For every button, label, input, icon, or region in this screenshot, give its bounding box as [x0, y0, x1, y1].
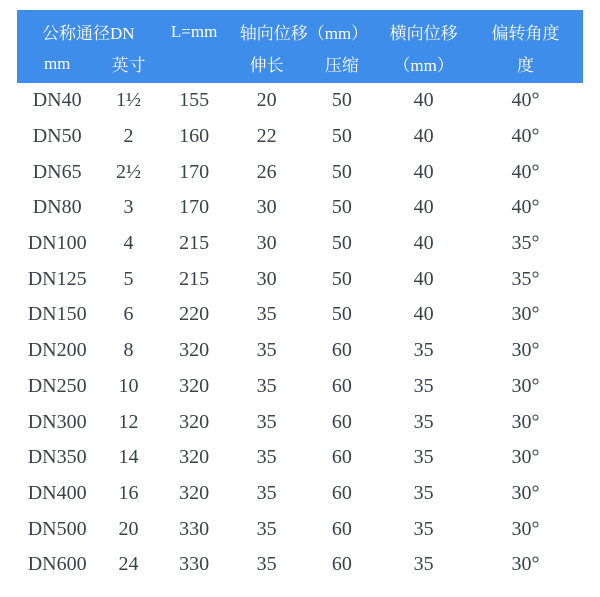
table-cell: 30° [511, 374, 540, 397]
table-cell: 160 [179, 125, 210, 148]
table-cell: 35 [256, 339, 277, 362]
table-body [17, 83, 583, 583]
table-cell: 35 [413, 553, 434, 576]
table-cell: 30° [511, 446, 540, 469]
table-row [17, 369, 583, 405]
table-cell: 40° [511, 196, 540, 219]
table-cell: DN300 [27, 410, 87, 433]
table-cell: 40° [511, 125, 540, 148]
table-cell: 4 [123, 232, 134, 255]
table-row [17, 297, 583, 333]
table-cell: 24 [118, 553, 139, 576]
table-cell: 22 [256, 125, 277, 148]
table-cell: DN100 [27, 232, 87, 255]
table-cell: 16 [118, 481, 139, 504]
table-cell: DN400 [27, 481, 87, 504]
header-extension: 伸长 [249, 56, 284, 75]
table-cell: 35 [256, 481, 277, 504]
table-cell: 40 [413, 125, 434, 148]
table-cell: 40 [413, 303, 434, 326]
table-row [17, 226, 583, 262]
header-unit-mm: mm [43, 53, 71, 73]
table-cell: 10 [118, 374, 139, 397]
table-cell: 60 [331, 517, 352, 540]
table-cell: 40 [413, 89, 434, 112]
table-cell: DN150 [27, 303, 87, 326]
table-cell: 30 [256, 232, 277, 255]
table-cell: 330 [179, 517, 210, 540]
table-cell: 50 [331, 267, 352, 290]
table-cell: 170 [179, 160, 210, 183]
header-deflection-angle: 偏转角度 [491, 24, 560, 43]
table-cell: 30° [511, 339, 540, 362]
table-cell: 1½ [115, 89, 141, 112]
table-cell: 40° [511, 160, 540, 183]
table-cell: 35 [256, 517, 277, 540]
table-cell: 5 [123, 267, 134, 290]
table-row [17, 333, 583, 369]
header-lateral-unit-mm: （mm） [393, 56, 454, 75]
table-header [17, 10, 583, 83]
table-row [17, 511, 583, 547]
table-cell: 35 [256, 374, 277, 397]
table-row [17, 404, 583, 440]
table-cell: DN40 [32, 89, 82, 112]
table-cell: 320 [179, 374, 210, 397]
table-cell: DN125 [27, 267, 87, 290]
table-row [17, 119, 583, 155]
table-cell: 35 [256, 303, 277, 326]
header-row-2 [17, 50, 583, 83]
table-cell: 14 [118, 446, 139, 469]
table-row [17, 261, 583, 297]
table-cell: 35 [413, 374, 434, 397]
table-cell: DN600 [27, 553, 87, 576]
header-row-1 [17, 10, 583, 50]
table-cell: 35 [413, 517, 434, 540]
header-compression: 压缩 [324, 56, 359, 75]
table-cell: DN80 [32, 196, 82, 219]
table-cell: 50 [331, 232, 352, 255]
table-cell: 6 [123, 303, 134, 326]
table-cell: 50 [331, 160, 352, 183]
table-cell: 155 [179, 89, 210, 112]
table-cell: 2½ [115, 160, 141, 183]
table-cell: 215 [179, 232, 210, 255]
table-cell: 30° [511, 481, 540, 504]
table-cell: 320 [179, 446, 210, 469]
table-cell: 30° [511, 410, 540, 433]
table-cell: DN500 [27, 517, 87, 540]
table-cell: DN350 [27, 446, 87, 469]
table-cell: 40° [511, 89, 540, 112]
table-cell: 330 [179, 553, 210, 576]
table-cell: 35° [511, 232, 540, 255]
table-cell: 215 [179, 267, 210, 290]
table-cell: 60 [331, 339, 352, 362]
header-axial-displacement: 轴向位移（mm） [239, 24, 369, 43]
table-cell: DN50 [32, 125, 82, 148]
table-cell: 320 [179, 339, 210, 362]
table-cell: DN65 [32, 160, 82, 183]
table-cell: 220 [179, 303, 210, 326]
spec-table [17, 10, 583, 583]
table-cell: 35 [256, 410, 277, 433]
table-cell: 30 [256, 196, 277, 219]
table-cell: 26 [256, 160, 277, 183]
header-nominal-diameter: 公称通径DN [42, 24, 135, 43]
header-empty-cell [160, 50, 229, 83]
table-cell: 20 [118, 517, 139, 540]
table-cell: 30° [511, 303, 540, 326]
table-cell: 30° [511, 517, 540, 540]
table-cell: 320 [179, 410, 210, 433]
table-cell: 320 [179, 481, 210, 504]
table-cell: 35 [413, 339, 434, 362]
table-cell: 50 [331, 303, 352, 326]
table-row [17, 154, 583, 190]
table-cell: 8 [123, 339, 134, 362]
table-cell: 60 [331, 410, 352, 433]
table-cell: 40 [413, 267, 434, 290]
table-row [17, 440, 583, 476]
header-unit-inch: 英寸 [111, 56, 146, 75]
table-cell: 3 [123, 196, 134, 219]
table-cell: 2 [123, 125, 134, 148]
table-cell: 170 [179, 196, 210, 219]
table-cell: 60 [331, 481, 352, 504]
header-length: L=mm [170, 21, 218, 41]
table-cell: 30 [256, 267, 277, 290]
table-cell: 12 [118, 410, 139, 433]
table-cell: 40 [413, 232, 434, 255]
table-cell: DN250 [27, 374, 87, 397]
table-row [17, 547, 583, 583]
header-unit-degree: 度 [517, 56, 535, 75]
table-cell: 50 [331, 196, 352, 219]
table-cell: 30° [511, 553, 540, 576]
table-cell: DN200 [27, 339, 87, 362]
table-cell: 60 [331, 553, 352, 576]
table-cell: 60 [331, 374, 352, 397]
table-cell: 60 [331, 446, 352, 469]
table-row [17, 190, 583, 226]
table-cell: 50 [331, 89, 352, 112]
table-cell: 35 [413, 481, 434, 504]
header-lateral-displacement: 横向位移 [389, 24, 458, 43]
table-cell: 35 [256, 446, 277, 469]
table-row [17, 83, 583, 119]
table-cell: 50 [331, 125, 352, 148]
table-cell: 20 [256, 89, 277, 112]
table-cell: 40 [413, 160, 434, 183]
table-cell: 35° [511, 267, 540, 290]
table-cell: 35 [413, 446, 434, 469]
table-cell: 35 [256, 553, 277, 576]
table-cell: 40 [413, 196, 434, 219]
table-row [17, 476, 583, 512]
table-cell: 35 [413, 410, 434, 433]
